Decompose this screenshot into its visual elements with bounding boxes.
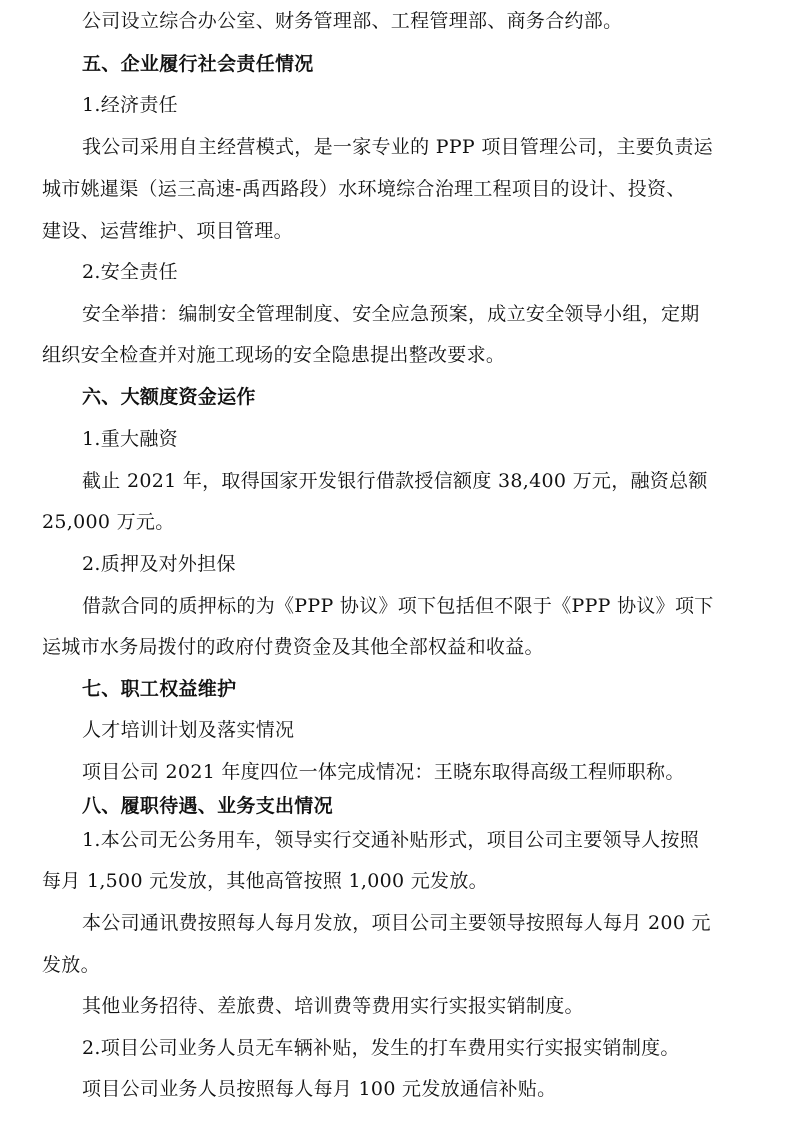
subsection-title: 1.经济责任: [82, 94, 178, 116]
subsection-title: 2.质押及对外担保: [82, 553, 236, 575]
subsection-title: 人才培训计划及落实情况: [82, 719, 295, 741]
subsection-title: 2.安全责任: [82, 261, 178, 283]
paragraph-line: 发放。: [42, 954, 100, 976]
paragraph-line: 安全举措：编制安全管理制度、安全应急预案，成立安全领导小组，定期: [82, 303, 700, 325]
paragraph-line: 每月 1,500 元发放，其他高管按照 1,000 元发放。: [42, 870, 488, 892]
paragraph-line: 公司设立综合办公室、财务管理部、工程管理部、商务合约部。: [82, 10, 623, 32]
paragraph-line: 截止 2021 年，取得国家开发银行借款授信额度 38,400 万元，融资总额: [82, 470, 708, 492]
section-heading-6: 六、大额度资金运作: [82, 386, 256, 408]
paragraph-line: 25,000 万元。: [42, 511, 175, 533]
paragraph-line: 建设、运营维护、项目管理。: [42, 220, 293, 242]
paragraph-line: 运城市水务局拨付的政府付费资金及其他全部权益和收益。: [42, 636, 544, 658]
paragraph-line: 2.项目公司业务人员无车辆补贴，发生的打车费用实行实报实销制度。: [82, 1037, 680, 1059]
section-heading-5: 五、企业履行社会责任情况: [82, 53, 314, 75]
paragraph-line: 借款合同的质押标的为《PPP 协议》项下包括但不限于《PPP 协议》项下: [82, 595, 714, 617]
paragraph-line: 组织安全检查并对施工现场的安全隐患提出整改要求。: [42, 344, 506, 366]
paragraph-line: 我公司采用自主经营模式，是一家专业的 PPP 项目管理公司，主要负责运: [82, 136, 713, 158]
subsection-title: 1.重大融资: [82, 428, 178, 450]
paragraph-line: 项目公司 2021 年度四位一体完成情况：王晓东取得高级工程师职称。: [82, 761, 685, 783]
paragraph-line: 项目公司业务人员按照每人每月 100 元发放通信补贴。: [82, 1078, 557, 1100]
paragraph-line: 本公司通讯费按照每人每月发放，项目公司主要领导按照每人每月 200 元: [82, 912, 711, 934]
section-heading-7: 七、职工权益维护: [82, 678, 237, 700]
paragraph-line: 1.本公司无公务用车，领导实行交通补贴形式，项目公司主要领导人按照: [82, 829, 700, 851]
section-heading-8: 八、履职待遇、业务支出情况: [82, 795, 333, 817]
paragraph-line: 城市姚暹渠（运三高速-禹西路段）水环境综合治理工程项目的设计、投资、: [42, 178, 686, 200]
paragraph-line: 其他业务招待、差旅费、培训费等费用实行实报实销制度。: [82, 995, 584, 1017]
